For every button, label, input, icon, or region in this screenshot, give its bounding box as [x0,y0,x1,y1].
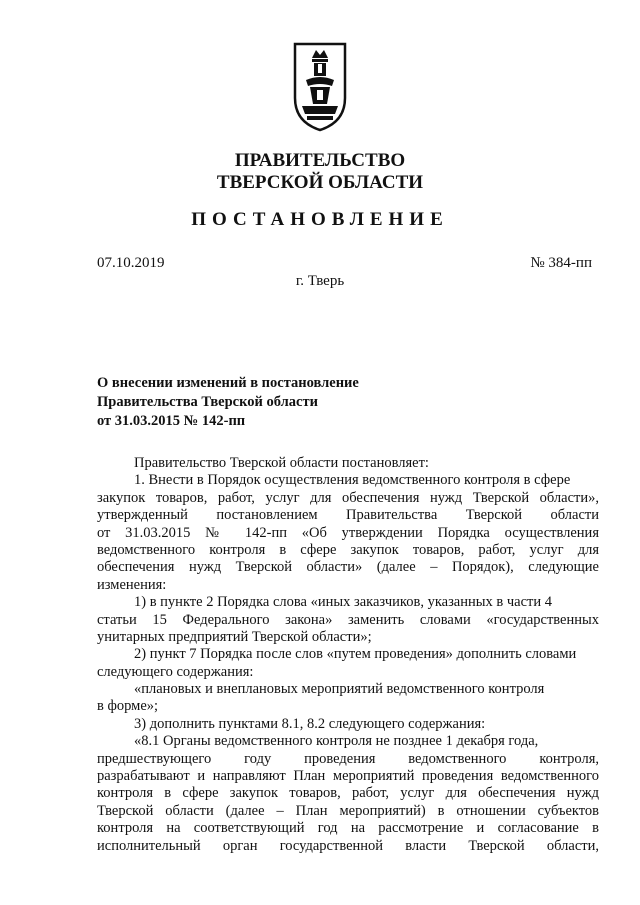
body-line: статьи 15 Федерального закона» заменить словами «государственных [97,611,599,628]
title-line: Правительства Тверской области [97,394,318,410]
body-line: 1) в пункте 2 Порядка слова «иных заказчиков, указанных в части 4 [134,594,552,611]
body-line: в форме»; [97,698,159,715]
title-line: О внесении изменений в постановление [97,375,359,391]
organization-name-line2: ТВЕРСКОЙ ОБЛАСТИ [216,172,424,193]
document-number: № 384-пп [530,255,592,271]
body-line: обеспечения нужд Тверской области» (далее – Порядок), следующие [97,559,599,576]
body-line: контроля на соответствующий год на рассмотрение и согласование в [97,820,599,837]
body-line: 2) пункт 7 Порядка после слов «путем проведения» дополнить словами [134,646,577,663]
body-line: ведомственного контроля в сфере закупок товаров, работ, услуг для [97,541,599,558]
body-line: унитарных предприятий Тверской области»; [97,628,372,645]
body-line: утвержденный постановлением Правительства Тверской области [97,507,599,524]
body-line: следующего содержания: [97,663,254,680]
tver-coat-of-arms-icon [292,42,348,132]
document-title [97,374,359,431]
body-line: Тверской области (далее – План мероприятий) в отношении субъектов [97,802,599,819]
body-line: контроля в сфере закупок товаров, работ, услуг для обеспечения нужд [97,785,599,802]
body-line: «плановых и внеплановых мероприятий ведомственного контроля [134,681,545,698]
organization-name-line1: ПРАВИТЕЛЬСТВО [234,150,406,171]
body-line: закупок товаров, работ, услуг для обеспечения нужд Тверской области», [97,489,599,506]
body-line: от 31.03.2015 № 142-пп «Об утверждении Порядка осуществления [97,524,599,541]
document-type: ПОСТАНОВЛЕНИЕ [191,209,449,230]
body-line: разрабатывают и направляют План мероприятий проведения ведомственного [97,768,599,785]
body-line: изменения: [97,576,167,593]
document-date: 07.10.2019 [97,255,165,271]
body-line: предшествующего году проведения ведомственного контроля, [97,750,599,767]
body-line: 3) дополнить пунктами 8.1, 8.2 следующего содержания: [134,715,486,732]
body-line: исполнительный орган государственной власти Тверской области, [97,837,599,854]
document-body [97,455,599,855]
title-line: от 31.03.2015 № 142-пп [97,413,246,429]
document-city: г. Тверь [295,273,345,289]
body-line: «8.1 Органы ведомственного контроля не позднее 1 декабря года, [134,733,539,750]
body-line: 1. Внести в Порядок осуществления ведомственного контроля в сфере [134,472,571,489]
body-line: Правительство Тверской области постановляет: [134,455,429,471]
